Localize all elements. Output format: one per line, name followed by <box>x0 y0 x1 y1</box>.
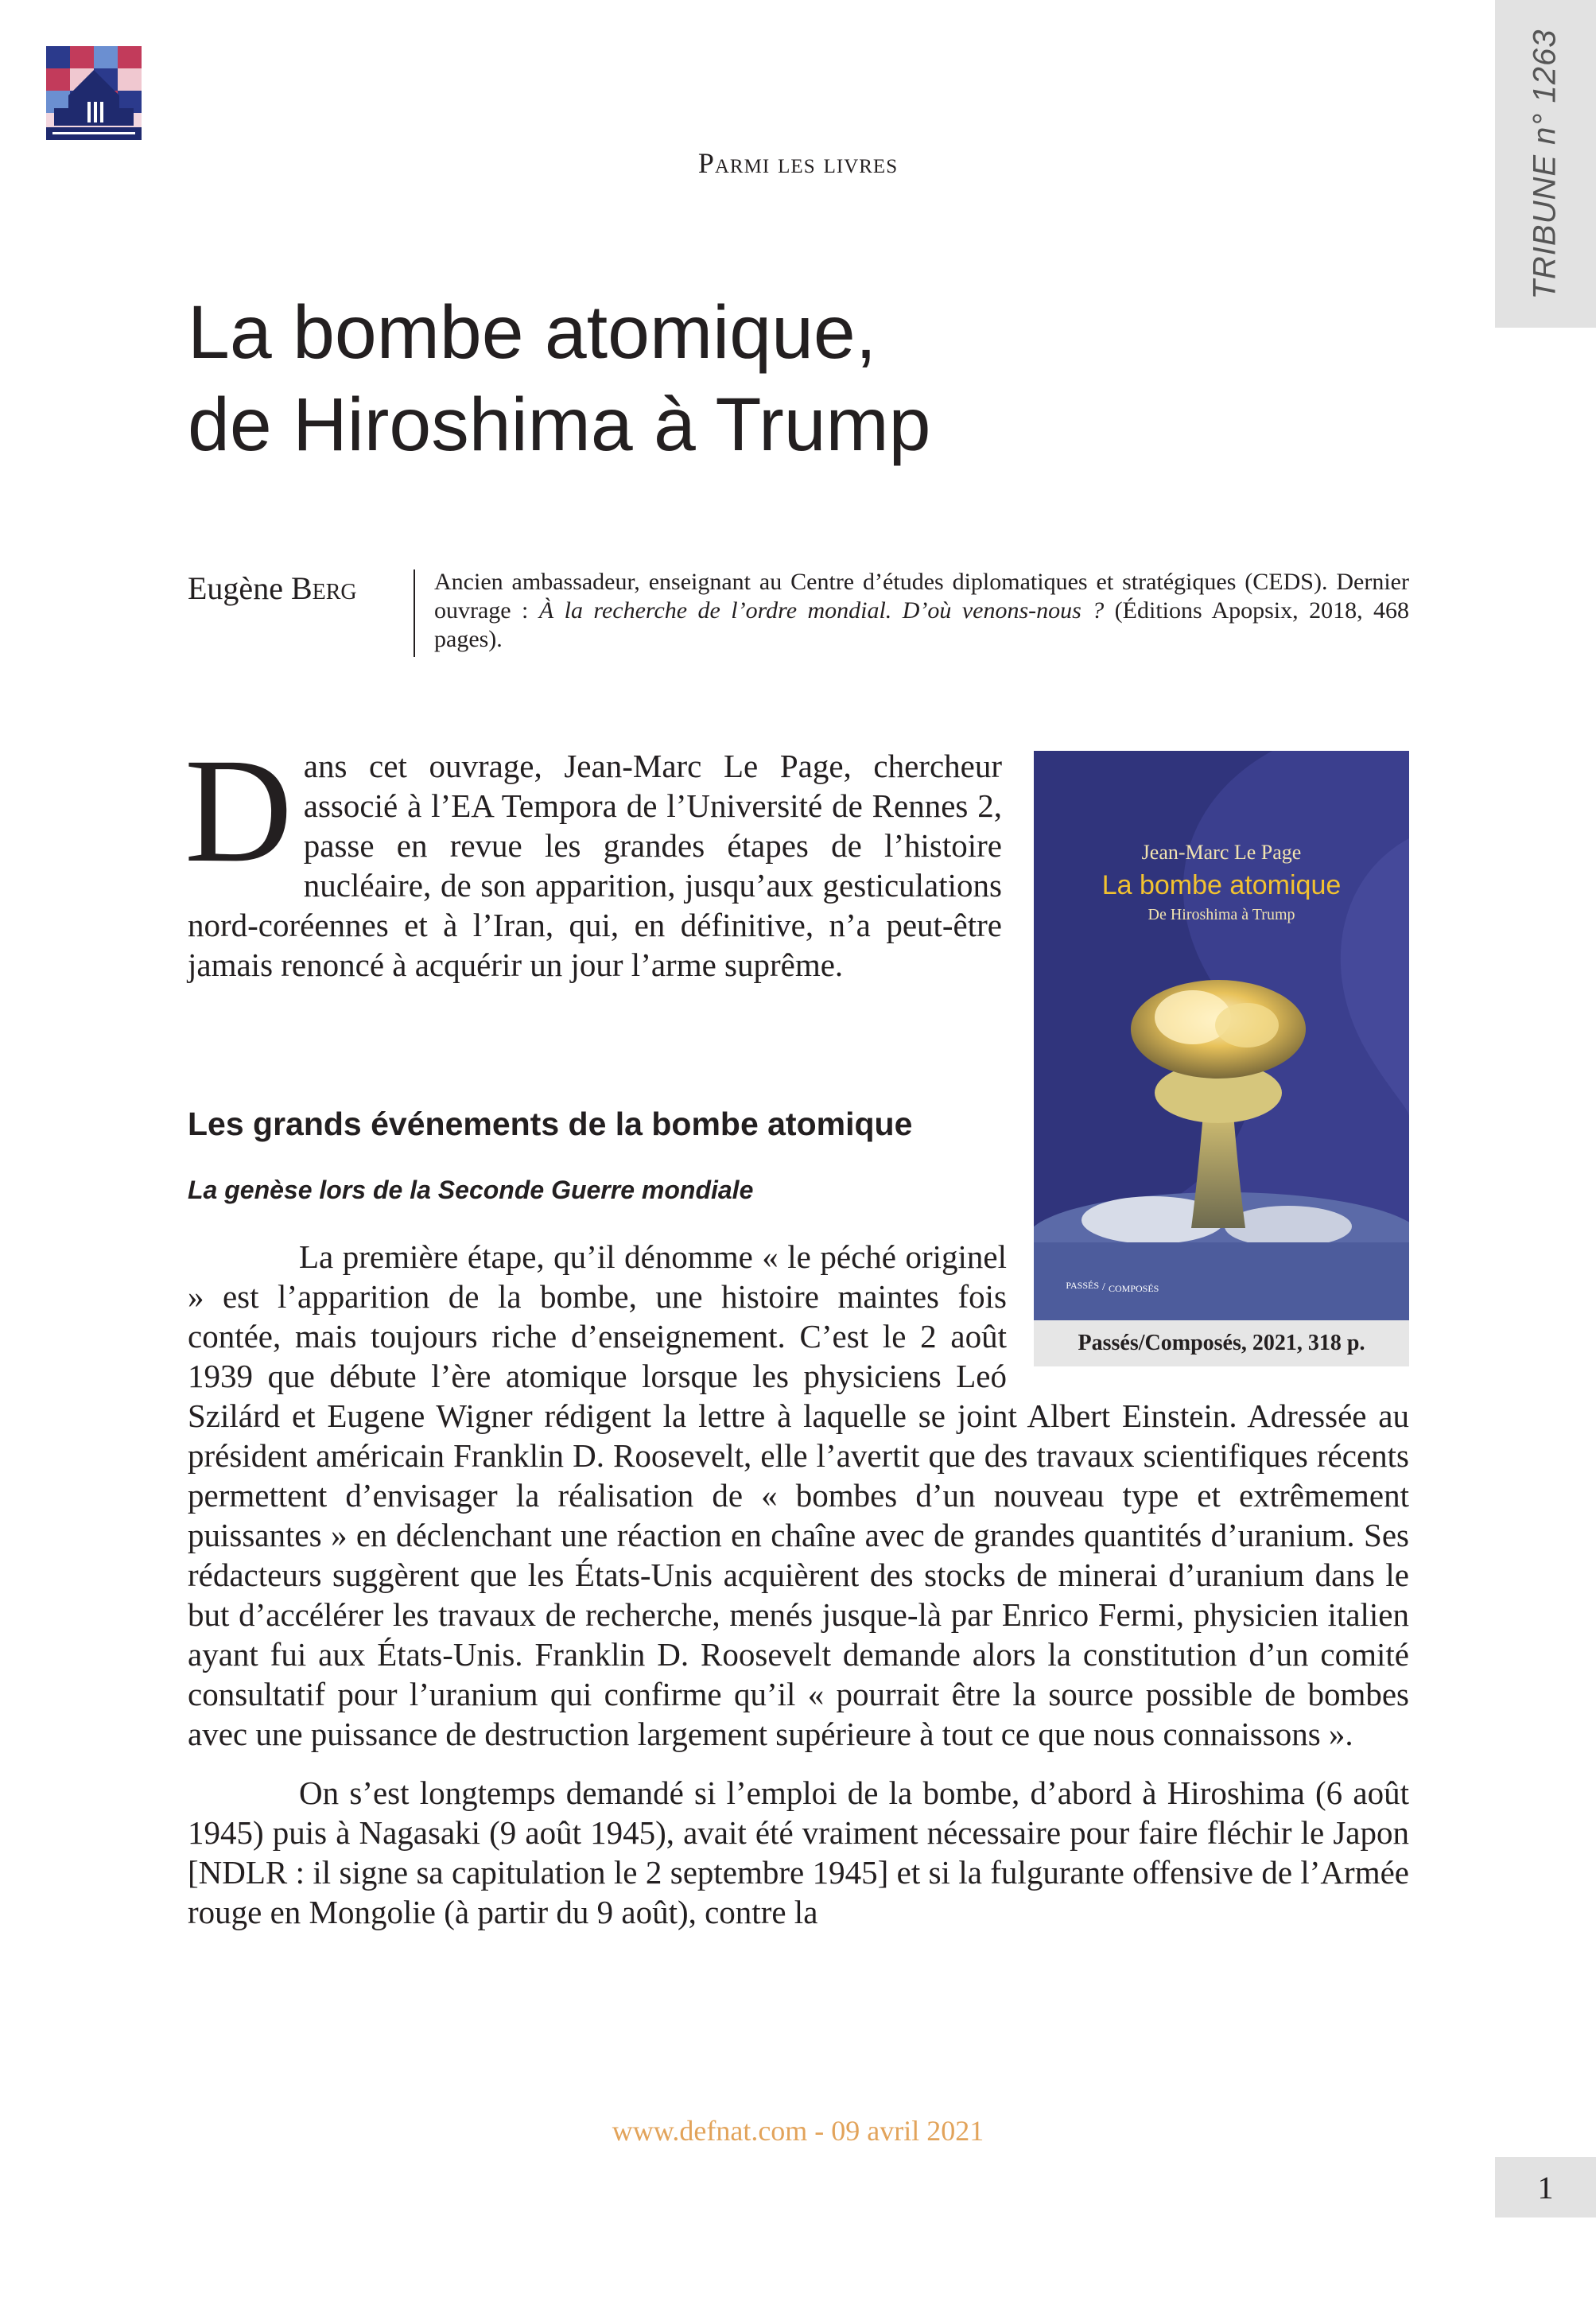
footer-url-date: www.defnat.com - 09 avril 2021 <box>612 2115 984 2147</box>
book-cover <box>1034 751 1409 1320</box>
article-title <box>188 286 1221 471</box>
author-bio: Ancien ambassadeur, enseignant au Centre d’études diplomatiques et stratégiques (CEDS). Dernier ouvrage : À la recherche de l’ordre mondial. D’où venons-nous ? (Éditions Apopsix, 2018, 468 pages). <box>434 569 1410 652</box>
page-number: 1 <box>1495 2157 1596 2217</box>
author-divider <box>414 569 415 657</box>
title-line-2: de Hiroshima à Trump <box>188 383 931 467</box>
title-line-1: La bombe atomique, <box>188 290 877 375</box>
svg-text:/: / <box>1102 1281 1105 1293</box>
cover-wrap-spacer <box>1007 1237 1409 1378</box>
section-heading: Les grands événements de la bombe atomique <box>188 1106 913 1142</box>
drop-cap: D <box>184 727 293 893</box>
institution-logo <box>46 46 142 140</box>
intro-paragraph: Dans cet ouvrage, Jean-Marc Le Page, chercheur associé à l’EA Tempora de l’Université de Rennes 2, passe en revue les grandes étapes de l’histoire nucléaire, de son apparition, jusqu’aux gesticulations nord-coréennes et à l’Iran, qui, en définitive, n’a peut-être jamais renoncé à acquérir un jour l’arme suprême. <box>184 727 1002 983</box>
author-name: Eugène Berg <box>188 570 357 606</box>
book-caption: Passés/Composés, 2021, 318 p. <box>1034 1320 1409 1366</box>
cover-title: La bombe atomique <box>1101 870 1342 900</box>
cover-subtitle: De Hiroshima à Trump <box>1147 906 1295 923</box>
section-label: Parmi les livres <box>697 147 899 179</box>
cover-author: Jean-Marc Le Page <box>1141 841 1302 864</box>
article-body <box>188 1237 1409 1932</box>
body-paragraph: La première étape, qu’il dénomme « le péché originel » est l’apparition de la bombe, une histoire maintes fois contée, mais toujours riche d’enseignement. C’est le 2 août 1939 que débute l’ère atomique lorsque les physiciens Leó Szilárd et Eugene Wigner rédigent la lettre à laquelle se joint Albert Einstein. Adressée au président américain Franklin D. Roosevelt, elle l’avertit que des travaux scientifiques récents permettent d’envisager la réalisation de « bombes d’un nouveau type et extrêmement puissantes » en déclenchant une réaction en chaîne avec de grandes quantités d’uranium. Ses rédacteurs suggèrent que les États-Unis acquièrent des stocks de minerai d’uranium dans le but d’accélérer les travaux de recherche, menés jusque-là par Enrico Fermi, physicien italien ayant fui aux États-Unis. Franklin D. Roosevelt demande alors la constitution d’un comité consultatif pour l’uranium qui confirme qu’il « pourrait être la source possible de bombes avec une puissance de destruction largement supérieure à tout ce que nous connaissons ». <box>188 1238 1409 1752</box>
side-tab-label: TRIBUNE n° 1263 <box>1528 28 1563 300</box>
subsection-heading: La genèse lors de la Seconde Guerre mondiale <box>188 1176 754 1204</box>
body-paragraph: On s’est longtemps demandé si l’emploi de la bombe, d’abord à Hiroshima (6 août 1945) puis à Nagasaki (9 août 1945), avait été vraiment nécessaire pour faire fléchir le Japon [NDLR : il signe sa capitulation le 2 septembre 1945] et si la fulgurante offensive de l’Armée rouge en Mongolie (à partir du 9 août), contre la <box>188 1774 1409 1930</box>
cover-publisher-left: PASSÉS <box>1066 1280 1099 1291</box>
cover-publisher-right: COMPOSÉS <box>1109 1283 1159 1294</box>
